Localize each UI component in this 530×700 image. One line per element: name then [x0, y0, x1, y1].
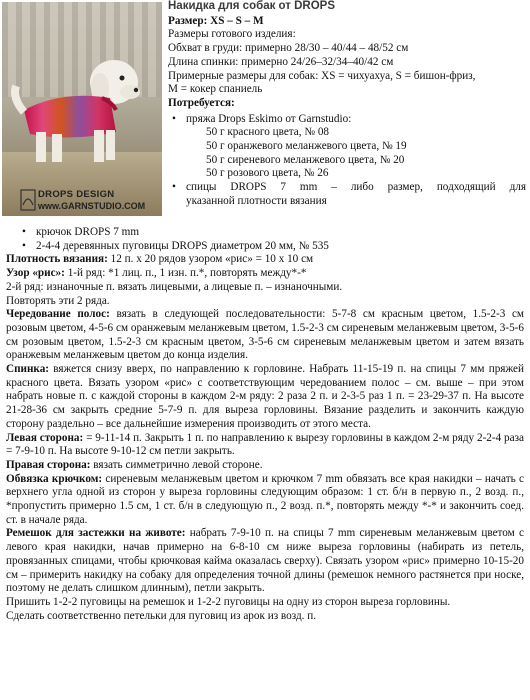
- approx-sizes-line2: M = кокер спаниель: [168, 83, 263, 96]
- yarn-item: пряжа Drops Eskimo от Garnstudio:: [186, 112, 352, 125]
- left-side-paragraph: [6, 432, 524, 459]
- brand-url: www.GARNSTUDIO.COM: [38, 201, 146, 211]
- edging-paragraph: [6, 473, 524, 528]
- yarn-color-lilac: 50 г сиреневого меланжевого цвета, № 20: [206, 153, 405, 166]
- tools-list: [6, 226, 524, 253]
- list-item: [168, 181, 526, 208]
- list-item: [6, 240, 524, 254]
- yarn-color-orange: 50 г оранжевого меланжевого цвета, № 19: [206, 140, 407, 153]
- hook-item: крючок DROPS 7 mm: [36, 226, 140, 238]
- size-line: [168, 15, 526, 29]
- right-side-label: Правая сторона:: [6, 458, 91, 471]
- instructions-section: [6, 226, 524, 623]
- left-side-text: = 9-11-14 п. Закрыть 1 п. по направлению к вырезу горловины в каждом 2-м ряду 2-2-4 раза = 7-9-10 п. На высоте 9-10-12 см петли закрыть.: [6, 431, 524, 458]
- pattern-paragraph: [6, 267, 524, 281]
- back-length: Длина спинки: примерно 24/26–32/34–40/42 см: [168, 55, 394, 68]
- chest-size: Обхват в груди: примерно 28/30 – 40/44 – 48/52 см: [168, 42, 409, 55]
- size-value: XS – S – M: [207, 14, 264, 27]
- finished-sizes: Размеры готового изделия:: [168, 28, 296, 41]
- gauge-paragraph: [6, 253, 524, 267]
- size-label: Размер:: [168, 14, 208, 27]
- list-item: [168, 113, 526, 182]
- yarn-color-red: 50 г красного цвета, № 08: [206, 126, 330, 139]
- stripes-paragraph: [6, 308, 524, 363]
- gauge-label: Плотность вязания:: [6, 253, 108, 266]
- back-paragraph: [6, 363, 524, 432]
- pattern-row2: 2-й ряд: изнаночные п. вязать лицевыми, а лицевые п. – изнаночными.: [6, 280, 343, 293]
- page-title: Накидка для собак от DROPS: [168, 0, 336, 12]
- strap-paragraph: [6, 527, 524, 596]
- sew-buttons-paragraph: Пришить 1-2-2 пуговицы на ремешок и 1-2-2 пуговицы на одну из сторон выреза горловины.: [6, 595, 451, 608]
- yarn-color-list: [186, 126, 526, 181]
- back-text: вяжется снизу вверх, по направлению к горловине. Набрать 11-15-19 п. на спицы 7 мм пряжей красного цвета. Вязать узором «рис» с соответствующим чередованием полос – см. выше – при этом набрать новые п. с каждой стороны в каждом 2-м ряду: 2 раза 2 п. и 2-3-5 раз 1 п. = 23-29-37 п. На высоте 21-28-36 см закрыть средние 5-7-9 п. для выреза горловины. Вязание разделить и закончить каждую сторону раздельно – все дальнейшие измерения производить от этого места.: [6, 363, 524, 430]
- materials-heading: Потребуется:: [168, 96, 235, 109]
- approx-sizes-line1: Примерные размеры для собак: XS = чихуахуа, S = бишон-фриз,: [168, 69, 476, 82]
- left-side-label: Левая сторона:: [6, 431, 84, 444]
- right-side-text: вязать симметрично левой стороне.: [90, 458, 263, 471]
- needles-line2: указанной плотности вязания: [186, 194, 327, 207]
- list-item: [6, 226, 524, 240]
- button-loops-paragraph: Сделать соответственно петельки для пуговиц из арок из возд. п.: [6, 609, 317, 622]
- pattern-repeat: Повторять эти 2 ряда.: [6, 294, 110, 307]
- brand-mark: [20, 188, 160, 214]
- yarn-color-pink: 50 г розового цвета, № 26: [206, 167, 329, 180]
- pattern-label: Узор «рис»:: [6, 267, 65, 280]
- dog-illustration: [2, 2, 162, 216]
- header-section: [168, 0, 526, 209]
- brand-name: DROPS DESIGN: [38, 189, 115, 200]
- product-photo: [2, 2, 162, 216]
- pattern-row1: 1-й ряд: *1 лиц. п., 1 изн. п.*, повторять между*-*: [64, 267, 307, 280]
- stripes-label: Чередование полос:: [6, 308, 110, 321]
- back-label: Спинка:: [6, 363, 50, 376]
- materials-list: [168, 113, 526, 209]
- garnstudio-logo-icon: [20, 189, 36, 211]
- stripes-text: вязать в следующей последовательности: 5-7-8 см красным цветом, 1.5-2-3 см розовым цветом, 4-5-6 см оранжевым меланжевым цветом, 1.5-2-3 см сиреневым меланжевым цветом, 3-5-6 см розовым цветом, 1.5-2-3 см красным цветом, 3-5-6 см сиреневым меланжевым цветом и затем вязать оранжевым меланжевым цветом до конца изделия.: [6, 308, 525, 362]
- needles-line1: • спицы DROPS 7 mm – либо размер, подходящий для: [186, 181, 526, 194]
- edging-label: Обвязка крючком:: [6, 472, 103, 485]
- buttons-item: 2-4-4 деревянных пуговицы DROPS диаметром 20 мм, № 535: [36, 239, 329, 252]
- strap-text: набрать 7-9-10 п. на спицы 7 mm сиреневым меланжевым цветом с левого края накидки, начав примерно на 6-8-10 см ниже выреза горловины (набирать из петель, провязанных спицами, чтобы крючковая кайма оказалась сверху). Связать узором «рис» примерно 10-15-20 см – примерить накидку на собаку для определения точной длины (ремешок немного растянется при носке, поэтому не делать слишком длинным), петли закрыть.: [6, 527, 524, 595]
- gauge-text: 12 п. x 20 рядов узором «рис» = 10 x 10 см: [107, 253, 314, 266]
- edging-text: сиреневым меланжевым цветом и крючком 7 mm обвязать все края накидки – начать с верхнего угла одной из сторон у выреза горловины следующим образом: 1 ст. б/н в первую п., 2 возд. п., *пропустить примерно 1.5 см, 1 ст. б/н в следующую п., 2 возд. п.*, повторять между *-* и закончить соед. ст. в начале ряда.: [6, 472, 525, 526]
- strap-label: Ремешок для застежки на животе:: [6, 527, 186, 540]
- right-side-paragraph: [6, 459, 524, 473]
